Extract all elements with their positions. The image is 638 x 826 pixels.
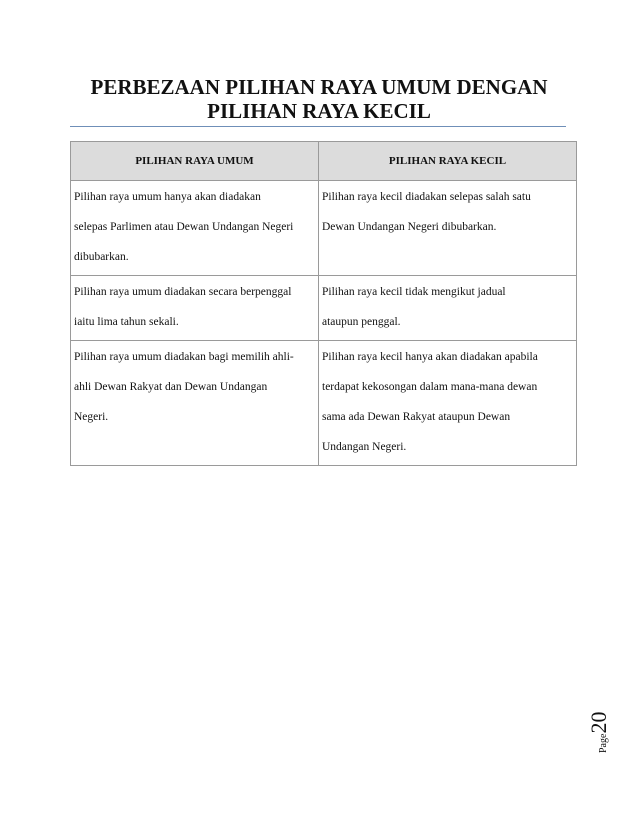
cell-line: Pilihan raya umum diadakan bagi memilih ahli- [74,351,294,363]
table-header-row [71,142,577,181]
cell-line: Pilihan raya umum diadakan secara berpenggal [74,286,292,298]
page-number-value: 20 [586,711,611,734]
cell-line: Pilihan raya kecil tidak mengikut jadual [322,286,506,298]
cell-line: Pilihan raya kecil diadakan selepas salah satu [322,191,531,203]
cell-line: Pilihan raya kecil hanya akan diadakan apabila [322,351,538,363]
cell-line: Negeri. [74,411,109,423]
page-label: Page [598,733,609,753]
cell-line: ahli Dewan Rakyat dan Dewan Undangan [74,381,268,393]
header-pilihan-raya-umum: PILIHAN RAYA UMUM [71,142,319,181]
title-line-1: PERBEZAAN PILIHAN RAYA UMUM DENGAN [90,75,548,99]
table-row [71,341,577,466]
cell-line: terdapat kekosongan dalam mana-mana dewan [322,381,538,393]
cell-line: Pilihan raya umum hanya akan diadakan [74,191,261,203]
table-row [71,181,577,276]
cell-umum [71,181,319,276]
cell-kecil [319,341,577,466]
cell-line: Undangan Negeri. [322,441,407,453]
title-line-2: PILIHAN RAYA KECIL [207,99,431,123]
cell-kecil [319,181,577,276]
title-underline [70,126,566,127]
document-title [70,75,568,123]
cell-line: iaitu lima tahun sekali. [74,316,179,328]
cell-line: ataupun penggal. [322,316,401,328]
cell-line: Dewan Undangan Negeri dibubarkan. [322,221,497,233]
cell-line: dibubarkan. [74,251,129,263]
cell-umum [71,276,319,341]
comparison-table [70,141,577,466]
page-number [586,693,616,753]
cell-line: sama ada Dewan Rakyat ataupun Dewan [322,411,511,423]
cell-kecil [319,276,577,341]
header-pilihan-raya-kecil: PILIHAN RAYA KECIL [319,142,577,181]
cell-umum [71,341,319,466]
table-row [71,276,577,341]
cell-line: selepas Parlimen atau Dewan Undangan Negeri [74,221,294,233]
